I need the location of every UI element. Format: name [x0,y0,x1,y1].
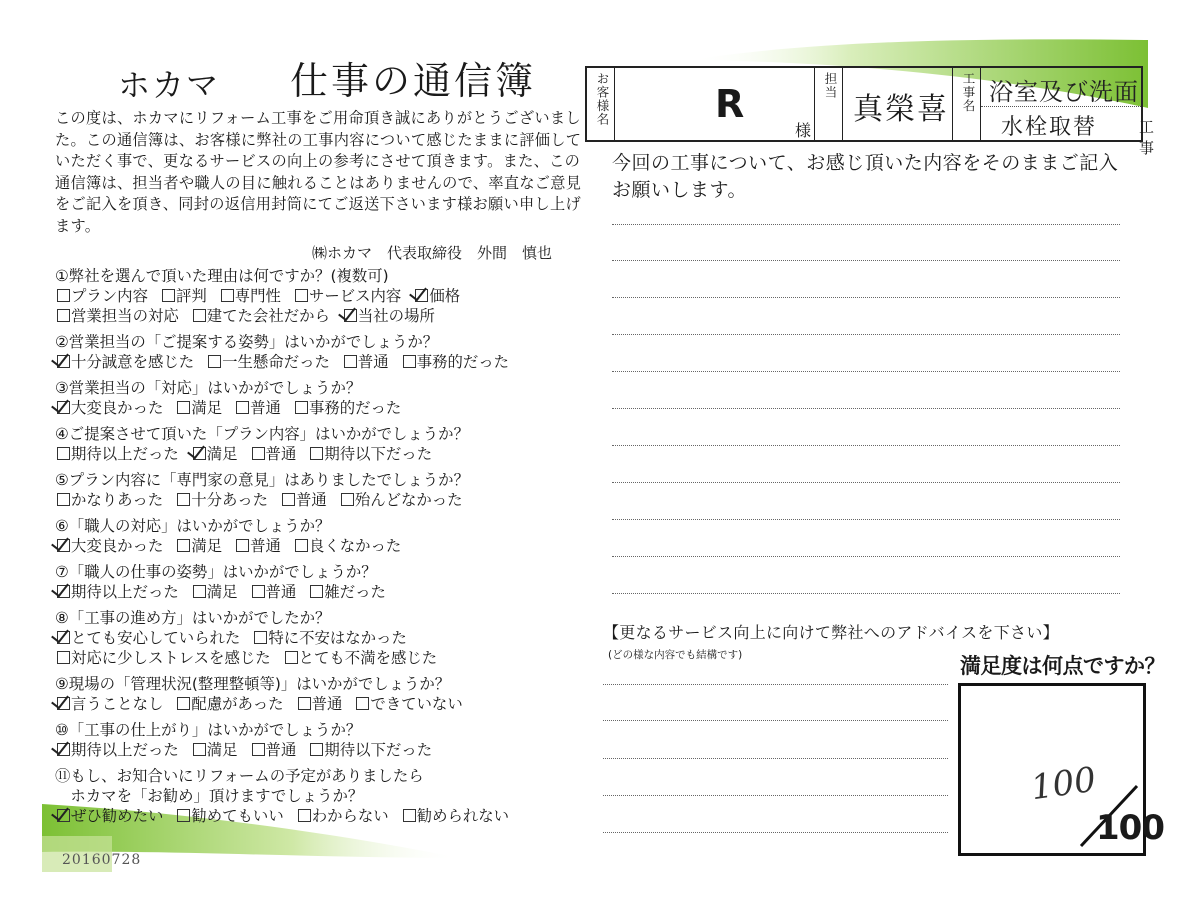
empty-box-icon[interactable] [344,355,357,368]
option-checkbox[interactable] [162,286,207,306]
checked-box-icon[interactable] [57,355,70,368]
option-label: 殆んどなかった [354,491,463,509]
option-checkbox[interactable] [285,648,438,668]
comment-line[interactable] [612,482,1120,483]
option-label: ぜひ勧めたい [71,807,164,825]
empty-box-icon[interactable] [252,447,265,460]
advice-line[interactable] [603,758,948,759]
question-text: ⑨現場の「管理状況(整理整頓等)」はいかがでしょうか？ [55,675,451,693]
option-label: 対応に少しストレスを感じた [71,649,271,667]
option-label: 十分誠意を感じた [71,353,195,371]
staff-label: 担当 [823,72,838,99]
advice-subtitle: (どの様な内容でも結構です) [608,649,743,661]
empty-box-icon[interactable] [236,539,249,552]
option-label: 期待以上だった [71,741,179,759]
empty-box-icon[interactable] [298,697,311,710]
option-checkbox[interactable] [310,444,432,464]
option-label: 期待以下だった [324,741,433,759]
advice-line[interactable] [603,795,948,796]
option-checkbox[interactable] [57,582,179,602]
option-row [57,740,600,760]
option-checkbox[interactable] [57,536,163,556]
questionnaire [55,266,600,832]
option-checkbox[interactable] [344,352,389,372]
option-row [57,490,600,510]
score-box[interactable] [958,683,1164,856]
customer-label-cell [587,68,615,140]
option-checkbox[interactable] [310,582,386,602]
comment-line[interactable] [612,260,1120,261]
option-label: 満足 [206,741,238,759]
option-checkbox[interactable] [344,306,435,326]
empty-box-icon[interactable] [57,309,70,322]
option-checkbox[interactable] [295,536,401,556]
signature: ㈱ホカマ 代表取締役 外間 慎也 [312,244,553,262]
option-label: 当社の場所 [357,307,435,325]
question-9 [55,674,600,714]
option-checkbox[interactable] [57,286,148,306]
option-checkbox[interactable] [57,398,163,418]
option-checkbox[interactable] [254,628,407,648]
question-8 [55,608,600,668]
comment-line[interactable] [612,297,1120,298]
question-text: ⑪もし、お知合いにリフォームの予定がありましたら [55,767,424,785]
staff-name: 真榮喜 [853,92,949,127]
empty-box-icon[interactable] [310,447,323,460]
option-label: 十分あった [191,491,269,509]
intro-text: この度は、ホカマにリフォーム工事をご用命頂き誠にありがとうございました。この通信簿は、お客様に弊社の工事内容について感じたままに評価していただく事で、更なるサービスの向上の参考にさせて頂きます。また、この通信簿は、担当者や職人の目に触れることはありませんので、率直なご意見をご記入を頂き、同封の返信用封筒にてご返送下さいます様お願い申し上げます。 [55,109,582,235]
option-label: 大変良かった [71,537,164,555]
empty-box-icon[interactable] [57,447,70,460]
empty-box-icon[interactable] [177,809,190,822]
option-label: 普通 [357,353,389,371]
option-checkbox[interactable] [221,286,281,306]
option-checkbox[interactable] [403,806,509,826]
empty-box-icon[interactable] [252,743,265,756]
empty-box-icon[interactable] [177,493,190,506]
option-checkbox[interactable] [57,740,179,760]
comment-line[interactable] [612,334,1120,335]
option-label: 普通 [265,741,297,759]
checked-box-icon[interactable] [344,309,357,322]
option-label: 普通 [311,695,343,713]
option-checkbox[interactable] [57,490,163,510]
option-label: 勧めてもいい [191,807,284,825]
empty-box-icon[interactable] [310,585,323,598]
empty-box-icon[interactable] [177,401,190,414]
option-label: サービス内容 [308,287,402,305]
question-3 [55,378,600,418]
option-label: 雑だった [324,583,386,601]
empty-box-icon[interactable] [252,585,265,598]
empty-box-icon[interactable] [295,401,308,414]
option-label: 良くなかった [308,537,402,555]
empty-box-icon[interactable] [177,539,190,552]
question-6 [55,516,600,556]
option-row [57,536,600,556]
option-row [57,628,600,648]
empty-box-icon[interactable] [254,631,267,644]
comment-line[interactable] [612,224,1120,225]
question-5 [55,470,600,510]
empty-box-icon[interactable] [236,401,249,414]
question-text: ④ご提案させて頂いた「プラン内容」はいかがでしょうか？ [55,425,469,443]
checked-box-icon[interactable] [57,631,70,644]
option-label: できていない [370,695,463,713]
option-checkbox[interactable] [341,490,463,510]
option-label: 普通 [265,445,297,463]
option-checkbox[interactable] [177,398,222,418]
empty-box-icon[interactable] [310,743,323,756]
brand-name: ホカマ [118,66,221,104]
option-label: 満足 [206,445,238,463]
question-text: ③営業担当の「対応」はいかがでしょうか？ [55,379,362,397]
work-name-cell [981,68,1155,157]
page-title: 仕事の通信簿 [290,59,537,103]
option-label: 大変良かった [71,399,164,417]
empty-box-icon[interactable] [356,697,369,710]
empty-box-icon[interactable] [298,809,311,822]
option-label: 普通 [265,583,297,601]
question-text: ⑧「工事の進め方」はいかがでしたか？ [55,609,331,627]
comment-line[interactable] [612,519,1120,520]
option-checkbox[interactable] [252,582,297,602]
option-checkbox[interactable] [295,398,401,418]
option-row [57,306,600,326]
work-name-line2: 水栓取替 [1001,115,1098,140]
comment-line[interactable] [612,593,1120,594]
work-divider [981,106,1141,107]
option-label: 一生懸命だった [222,353,330,371]
option-label: 事務的だった [308,399,402,417]
option-checkbox[interactable] [57,694,163,714]
empty-box-icon[interactable] [403,355,416,368]
empty-box-icon[interactable] [193,743,206,756]
empty-box-icon[interactable] [162,289,175,302]
option-row [57,694,600,714]
option-checkbox[interactable] [403,352,509,372]
option-label: かなりあった [71,491,164,509]
advice-line[interactable] [603,720,948,721]
option-checkbox[interactable] [177,536,222,556]
option-checkbox[interactable] [282,490,327,510]
empty-box-icon[interactable] [403,809,416,822]
option-checkbox[interactable] [236,398,281,418]
checked-box-icon[interactable] [57,539,70,552]
option-label: 建てた会社だから [206,307,330,325]
question-10 [55,720,600,760]
option-label: 普通 [250,399,281,417]
option-row [57,398,600,418]
question-text: ⑤プラン内容に「専門家の意見」はありましたでしょうか？ [55,471,469,489]
date-stamp: 20160728 [62,852,142,868]
option-label: 評判 [175,287,207,305]
option-checkbox[interactable] [57,444,179,464]
work-name-line1: 浴室及び洗面 [989,78,1139,106]
work-label-cell [953,68,981,140]
option-label: 特に不安はなかった [268,629,407,647]
option-label: 価格 [429,287,461,305]
option-checkbox[interactable] [208,352,330,372]
order-info-table [585,66,1155,157]
option-label: わからない [311,807,389,825]
empty-box-icon[interactable] [208,355,221,368]
comment-line[interactable] [612,408,1120,409]
checked-box-icon[interactable] [57,401,70,414]
option-checkbox[interactable] [236,536,281,556]
question-text: ②営業担当の「ご提案する姿勢」はいかがでしょうか？ [55,333,439,351]
score-title: 満足度は何点ですか？ [960,654,1165,678]
option-checkbox[interactable] [252,740,297,760]
comment-prompt: 今回の工事について、お感じ頂いた内容をそのままご記入お願いします。 [612,152,1119,201]
option-checkbox[interactable] [298,806,389,826]
option-label: 言うことなし [71,695,164,713]
option-checkbox[interactable] [57,352,194,372]
option-row [57,352,600,372]
question-1 [55,266,600,326]
question-text: ⑩「工事の仕上がり」はいかがでしょうか？ [55,721,362,739]
question-text: ⑥「職人の対応」はいかがでしょうか？ [55,517,331,535]
option-label: 配慮があった [191,695,284,713]
option-label: 満足 [206,583,238,601]
option-checkbox[interactable] [177,490,268,510]
question-2 [55,332,600,372]
option-checkbox[interactable] [298,694,343,714]
customer-label: お客様名 [595,72,610,126]
advice-line[interactable] [603,832,948,833]
empty-box-icon[interactable] [295,539,308,552]
question-text: ①弊社を選んで頂いた理由は何ですか？(複数可) [55,267,389,285]
option-checkbox[interactable] [356,694,462,714]
option-checkbox[interactable] [252,444,297,464]
option-label: 満足 [191,537,223,555]
staff-label-cell [815,68,843,140]
work-suffix: 工事 [1139,118,1155,157]
checked-box-icon[interactable] [57,809,70,822]
question-11 [55,766,600,826]
option-checkbox[interactable] [57,648,271,668]
option-row [57,444,600,464]
option-checkbox[interactable] [415,286,460,306]
option-label: プラン内容 [71,287,148,305]
comment-line[interactable] [612,445,1120,446]
option-label: 専門性 [234,287,281,305]
customer-honorific: 様 [795,121,812,140]
option-label: 事務的だった [416,353,510,371]
option-checkbox[interactable] [193,444,238,464]
checked-box-icon[interactable] [193,447,206,460]
option-label: 営業担当の対応 [71,307,179,325]
empty-box-icon[interactable] [193,309,206,322]
comment-line[interactable] [612,371,1120,372]
customer-name: R [715,82,745,126]
empty-box-icon[interactable] [221,289,234,302]
option-label: 勧められない [416,807,510,825]
question-4 [55,424,600,464]
option-checkbox[interactable] [177,694,283,714]
checked-box-icon[interactable] [57,743,70,756]
staff-name-cell [843,68,953,140]
option-checkbox[interactable] [193,740,238,760]
option-checkbox[interactable] [177,806,283,826]
question-text-cont: ホカマを「お勧め」頂けますでしょうか？ [55,787,364,805]
work-label: 工事名 [961,72,976,113]
empty-box-icon[interactable] [193,585,206,598]
option-label: 普通 [250,537,281,555]
score-value: 100 [1028,759,1099,809]
question-7 [55,562,600,602]
comment-line[interactable] [612,556,1120,557]
option-row [57,286,600,306]
customer-name-cell [615,68,815,140]
empty-box-icon[interactable] [57,651,70,664]
option-row [57,806,600,826]
option-checkbox[interactable] [193,582,238,602]
option-label: とても不満を感じた [298,649,438,667]
option-checkbox[interactable] [57,806,163,826]
advice-line[interactable] [603,684,948,685]
checked-box-icon[interactable] [415,289,428,302]
advice-title: 【更なるサービス向上に向けて弊社へのアドバイスを下さい】 [603,623,1059,642]
question-text: ⑦「職人の仕事の姿勢」はいかがでしょうか？ [55,563,377,581]
option-label: 普通 [296,491,327,509]
empty-box-icon[interactable] [295,289,308,302]
option-checkbox[interactable] [310,740,432,760]
score-max: 100 [1096,808,1164,848]
option-row [57,582,600,602]
empty-box-icon[interactable] [282,493,295,506]
option-label: 期待以上だった [71,445,179,463]
empty-box-icon[interactable] [341,493,354,506]
empty-box-icon[interactable] [285,651,298,664]
option-label: 満足 [191,399,223,417]
option-label: 期待以下だった [324,445,433,463]
option-checkbox[interactable] [193,306,330,326]
empty-box-icon[interactable] [57,289,70,302]
option-checkbox[interactable] [57,306,179,326]
checked-box-icon[interactable] [57,585,70,598]
option-label: 期待以上だった [71,583,179,601]
empty-box-icon[interactable] [57,493,70,506]
option-row [57,648,600,668]
option-checkbox[interactable] [57,628,240,648]
checked-box-icon[interactable] [57,697,70,710]
option-label: とても安心していられた [71,629,241,647]
empty-box-icon[interactable] [177,697,190,710]
